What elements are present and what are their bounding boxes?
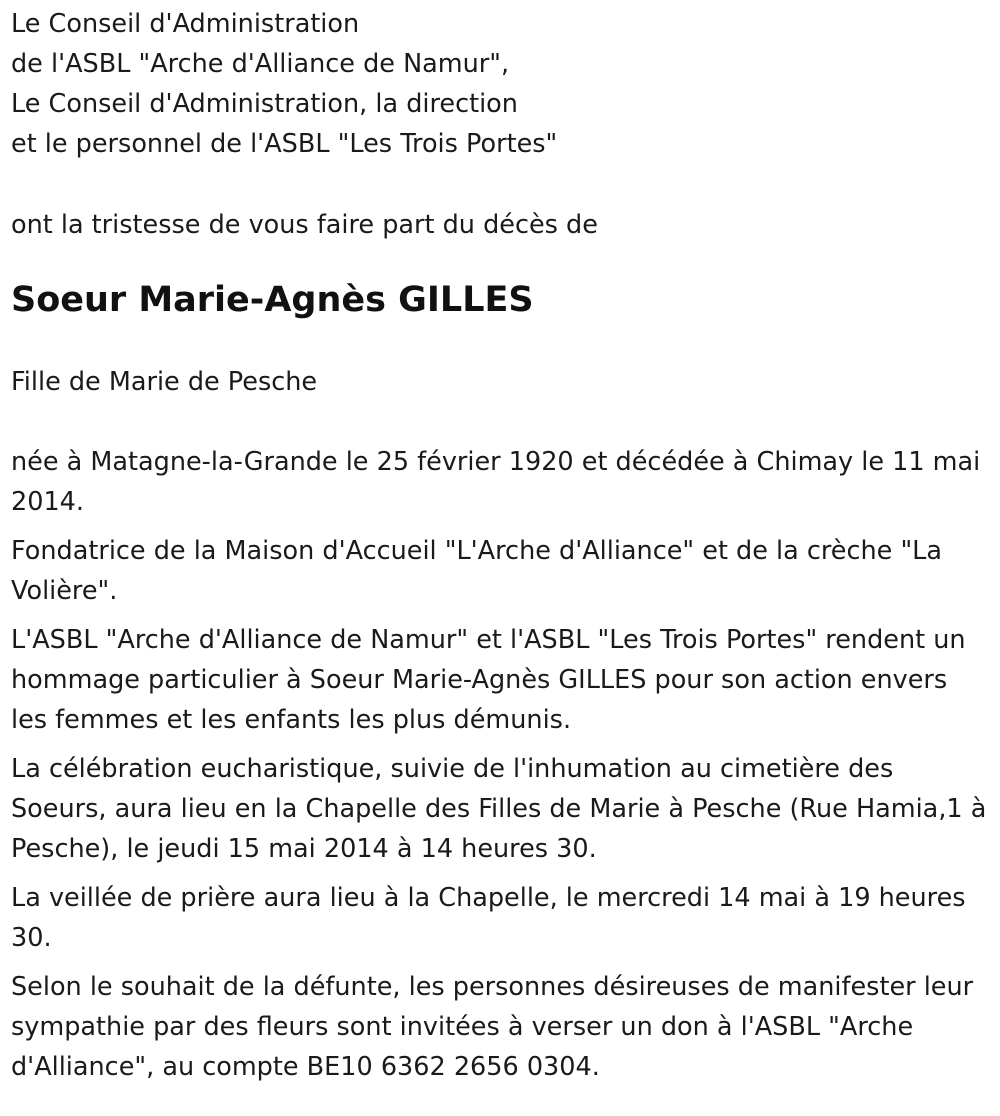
- announcement-text: ont la tristesse de vous faire part du décès de: [11, 210, 598, 240]
- header-line: Le Conseil d'Administration, la direction: [11, 89, 518, 119]
- paragraph-ceremony: La célébration eucharistique, suivie de l'inhumation au cimetière des Soeurs, aura lieu en la Chapelle des Filles de Marie à Pesche (Rue Hamia,1 à Pesche), le jeudi 15 mai 2014 à 14 heures 30.: [11, 754, 987, 864]
- header-line: et le personnel de l'ASBL "Les Trois Portes": [11, 129, 558, 159]
- paragraph-vigil: La veillée de prière aura lieu à la Chapelle, le mercredi 14 mai à 19 heures 30.: [11, 883, 966, 953]
- deceased-name: Soeur Marie-Agnès GILLES: [11, 280, 534, 320]
- paragraph-donation: Selon le souhait de la défunte, les personnes désireuses de manifester leur sympathie par des fleurs sont invitées à verser un don à l'ASBL "Arche d'Alliance", au compte BE10 6362 2656 0304.: [11, 972, 974, 1082]
- paragraph-tribute: L'ASBL "Arche d'Alliance de Namur" et l'ASBL "Les Trois Portes" rendent un hommage particulier à Soeur Marie-Agnès GILLES pour son action envers les femmes et les enfants les plus démunis.: [11, 625, 966, 735]
- header-line: Le Conseil d'Administration: [11, 9, 360, 39]
- paragraph-founder: Fondatrice de la Maison d'Accueil "L'Arche d'Alliance" et de la crèche "La Volière".: [11, 536, 943, 606]
- paragraph-birth-death: née à Matagne-la-Grande le 25 février 1920 et décédée à Chimay le 11 mai 2014.: [11, 447, 981, 517]
- spacer: [11, 245, 989, 278]
- spacer: [11, 322, 989, 362]
- body-paragraphs: [11, 442, 989, 1087]
- spacer: [11, 164, 989, 205]
- header-block: [11, 4, 989, 164]
- spacer: [11, 402, 989, 442]
- subtitle-text: Fille de Marie de Pesche: [11, 367, 318, 397]
- header-line: de l'ASBL "Arche d'Alliance de Namur",: [11, 49, 510, 79]
